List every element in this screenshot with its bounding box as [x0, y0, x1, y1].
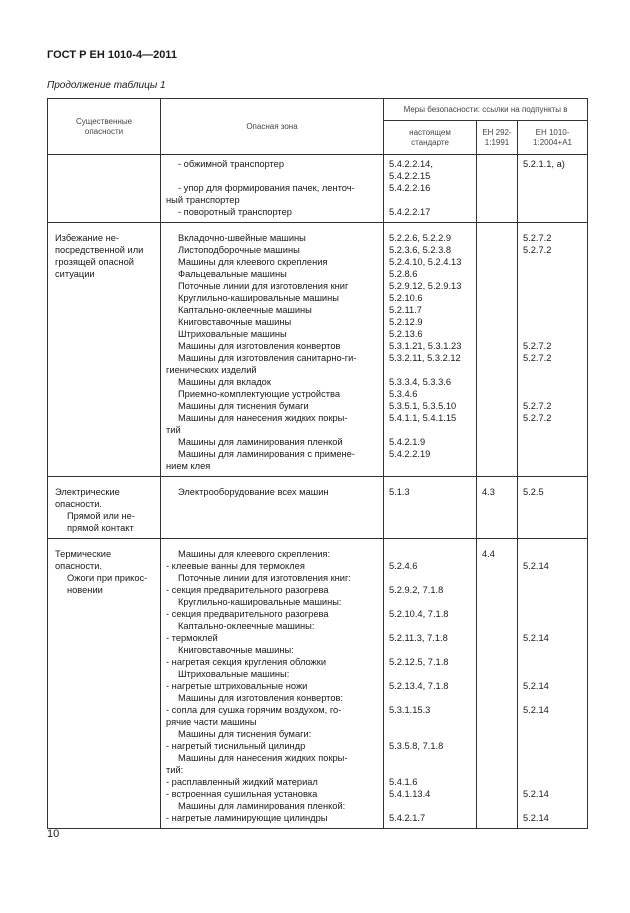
cell-line: 5.2.4.6 — [389, 561, 418, 571]
cell-line: 5.2.14 — [523, 561, 549, 571]
zone-cell — [161, 477, 384, 539]
cell-line: ный транспортер — [166, 195, 240, 205]
cell-line: рячие части машины — [166, 717, 257, 727]
cell-line: Поточные линии для изготовления книг — [178, 281, 349, 291]
en292-ref-cell — [477, 155, 518, 223]
cell-line: 5.2.9.2, 7.1.8 — [389, 585, 444, 595]
cell-line: Каптально-оклеечные машины: — [178, 621, 315, 631]
cell-line — [523, 292, 584, 304]
standard-ref-cell — [384, 539, 477, 829]
header-en292: ЕН 292-1:1991 — [477, 121, 518, 155]
cell-line: 5.4.2.2.16 — [389, 183, 431, 193]
zone-cell — [161, 155, 384, 223]
cell-line: - нагретый тиснильный цилиндр — [166, 741, 306, 751]
cell-line: Электрические — [55, 487, 120, 497]
page-number: 10 — [47, 828, 60, 840]
cell-line — [389, 620, 473, 632]
cell-line — [523, 644, 584, 656]
cell-line: 5.2.13.6 — [389, 329, 423, 339]
cell-line — [523, 740, 584, 752]
cell-line: Машины для тиснения бумаги: — [178, 729, 312, 739]
cell-line — [389, 364, 473, 376]
cell-line: - упор для формирования пачек, ленточ- — [178, 183, 355, 193]
zone-cell — [161, 539, 384, 829]
cell-line: 5.4.1.6 — [389, 777, 418, 787]
cell-line: 5.2.9.12, 5.2.9.13 — [389, 281, 462, 291]
cell-line: Приемно-комплектующие устройства — [178, 389, 341, 399]
cell-line: тий — [166, 425, 181, 435]
cell-line: 5.2.8.6 — [389, 269, 418, 279]
cell-line — [523, 800, 584, 812]
cell-line: 5.4.2.2.19 — [389, 449, 431, 459]
cell-line: - расплавленный жидкий материал — [166, 777, 318, 787]
cell-line: Штриховальные машины — [178, 329, 287, 339]
cell-line: Машины для изготовления конвертов — [178, 341, 341, 351]
cell-line — [523, 256, 584, 268]
cell-line: 5.4.2.1.7 — [389, 813, 426, 823]
cell-line — [523, 668, 584, 680]
cell-line — [523, 596, 584, 608]
cell-line — [523, 656, 584, 668]
cell-line: Машины для нанесения жидких покры- — [178, 413, 348, 423]
cell-line — [523, 280, 584, 292]
header-this-standard: настоящем стандарте — [384, 121, 477, 155]
standard-ref-cell — [384, 155, 477, 223]
cell-line — [389, 548, 473, 560]
en292-ref-cell — [477, 477, 518, 539]
cell-line: 5.2.2.6, 5.2.2.9 — [389, 233, 452, 243]
table-row — [48, 223, 588, 477]
cell-line — [389, 194, 473, 206]
cell-line — [523, 388, 584, 400]
cell-line: Штриховальные машины: — [178, 669, 290, 679]
cell-line — [389, 800, 473, 812]
cell-line: 5.2.13.4, 7.1.8 — [389, 681, 449, 691]
cell-line: Машины для нанесения жидких покры- — [178, 753, 348, 763]
cell-line: прямой контакт — [67, 523, 134, 533]
cell-line — [523, 376, 584, 388]
hazard-cell — [48, 155, 161, 223]
table-row — [48, 539, 588, 829]
cell-line: 5.2.7.2 — [523, 401, 552, 411]
standard-ref-cell — [384, 223, 477, 477]
cell-line — [523, 316, 584, 328]
cell-line — [523, 304, 584, 316]
cell-line: 5.1.3 — [389, 487, 410, 497]
cell-line: 5.3.5.8, 7.1.8 — [389, 741, 444, 751]
table-caption: Продолжение таблицы 1 — [47, 80, 166, 91]
cell-line: 5.2.3.6, 5.2.3.8 — [389, 245, 452, 255]
standard-ref-cell — [384, 477, 477, 539]
cell-line — [523, 364, 584, 376]
cell-line: грозящей опасной — [55, 257, 134, 267]
cell-line: гиенических изделий — [166, 365, 257, 375]
cell-line: 5.2.10.4, 7.1.8 — [389, 609, 449, 619]
cell-line: Поточные линии для изготовления книг: — [178, 573, 351, 583]
cell-line — [523, 764, 584, 776]
cell-line: - встроенная сушильная установка — [166, 789, 318, 799]
cell-line: 5.2.11.3, 7.1.8 — [389, 633, 448, 643]
cell-line: Машины для ламинирования пленкой: — [178, 801, 346, 811]
cell-line — [166, 170, 379, 182]
cell-line: 5.2.12.5, 7.1.8 — [389, 657, 449, 667]
cell-line: Машины для ламинирования пленкой — [178, 437, 343, 447]
cell-line: 5.3.1.21, 5.3.1.23 — [389, 341, 462, 351]
cell-line: 5.4.2.2.14, — [389, 159, 433, 169]
table-row — [48, 477, 588, 539]
document-header: ГОСТ Р ЕН 1010-4—2011 — [47, 49, 177, 61]
cell-line: 5.2.14 — [523, 705, 549, 715]
cell-line: 5.2.7.2 — [523, 245, 552, 255]
cell-line: 5.3.3.4, 5.3.3.6 — [389, 377, 452, 387]
cell-line: - нагретая секция кругления обложки — [166, 657, 327, 667]
cell-line: Машины для вкладок — [178, 377, 271, 387]
cell-line: Электрооборудование всех машин — [178, 487, 329, 497]
cell-line — [523, 608, 584, 620]
cell-line — [523, 776, 584, 788]
cell-line: 5.2.14 — [523, 813, 549, 823]
cell-line: 5.2.10.6 — [389, 293, 423, 303]
cell-line — [523, 328, 584, 340]
header-zone: Опасная зона — [161, 99, 384, 155]
cell-line — [523, 728, 584, 740]
cell-line: 5.2.7.2 — [523, 413, 552, 423]
cell-line: - клеевые ванны для термоклея — [166, 561, 305, 571]
cell-line: - нагретые штриховальные ножи — [166, 681, 308, 691]
cell-line — [389, 716, 473, 728]
cell-line: Фальцевальные машины — [178, 269, 287, 279]
cell-line: опасности. — [55, 499, 103, 509]
en1010-ref-cell — [518, 477, 588, 539]
en1010-ref-cell — [518, 223, 588, 477]
cell-line: 4.4 — [482, 549, 495, 559]
cell-line: Круглильно-кашировальные машины — [178, 293, 339, 303]
cell-line: 5.4.2.2.17 — [389, 207, 431, 217]
cell-line: ситуации — [55, 269, 95, 279]
cell-line: - поворотный транспортер — [178, 207, 292, 217]
cell-line: Машины для ламинирования с примене- — [178, 449, 355, 459]
table-body — [48, 155, 588, 829]
cell-line: 5.4.1.1, 5.4.1.15 — [389, 413, 457, 423]
cell-line: 5.2.7.2 — [523, 353, 552, 363]
cell-line — [389, 752, 473, 764]
table-row — [48, 155, 588, 223]
cell-line: Машины для изготовления санитарно-ги- — [178, 353, 357, 363]
cell-line: Ожоги при прикос- — [67, 573, 148, 583]
cell-line: Круглильно-кашировальные машины: — [178, 597, 342, 607]
cell-line: 5.2.7.2 — [523, 233, 552, 243]
cell-line: Листоподборочные машины — [178, 245, 300, 255]
cell-line: Каптально-оклеечные машины — [178, 305, 312, 315]
cell-line — [389, 460, 473, 472]
cell-line — [389, 424, 473, 436]
cell-line: 5.2.14 — [523, 789, 549, 799]
cell-line: - секция предварительного разогрева — [166, 609, 329, 619]
en1010-ref-cell — [518, 155, 588, 223]
cell-line: Книговставочные машины: — [178, 645, 294, 655]
hazard-cell — [48, 223, 161, 477]
cell-line — [523, 548, 584, 560]
cell-line: 5.2.7.2 — [523, 341, 552, 351]
cell-line: 5.3.4.6 — [389, 389, 418, 399]
cell-line: Термические — [55, 549, 112, 559]
safety-table — [47, 98, 588, 829]
cell-line — [523, 268, 584, 280]
cell-line: 5.2.14 — [523, 681, 549, 691]
cell-line: - секция предварительного разогрева — [166, 585, 329, 595]
cell-line: 5.3.2.11, 5.3.2.12 — [389, 353, 461, 363]
cell-line — [523, 584, 584, 596]
cell-line: 5.2.12.9 — [389, 317, 423, 327]
header-en1010: ЕН 1010-1:2004+А1 — [518, 121, 588, 155]
cell-line: Прямой или не- — [67, 511, 135, 521]
cell-line — [523, 716, 584, 728]
cell-line: 5.2.4.10, 5.2.4.13 — [389, 257, 462, 267]
cell-line: опасности. — [55, 561, 103, 571]
header-measures: Меры безопасности: ссылки на подпункты в — [384, 99, 588, 121]
cell-line: Машины для клеевого скрепления — [178, 257, 328, 267]
cell-line: 5.3.5.1, 5.3.5.10 — [389, 401, 457, 411]
cell-line — [523, 752, 584, 764]
cell-line: 5.4.2.1.9 — [389, 437, 426, 447]
cell-line: - нагретые ламинирующие цилиндры — [166, 813, 328, 823]
cell-line: Машины для изготовления конвертов: — [178, 693, 344, 703]
cell-line: Машины для клеевого скрепления: — [178, 549, 331, 559]
cell-line: новении — [67, 585, 103, 595]
cell-line: 5.2.5 — [523, 487, 544, 497]
cell-line: 5.4.1.13.4 — [389, 789, 431, 799]
en1010-ref-cell — [518, 539, 588, 829]
cell-line: 4.3 — [482, 487, 495, 497]
cell-line — [523, 572, 584, 584]
cell-line: 5.2.1.1, а) — [523, 159, 565, 169]
cell-line — [523, 620, 584, 632]
cell-line: 5.2.11.7 — [389, 305, 422, 315]
cell-line — [389, 644, 473, 656]
hazard-cell — [48, 477, 161, 539]
cell-line — [389, 692, 473, 704]
cell-line: 5.4.2.2.15 — [389, 171, 431, 181]
cell-line: Машины для тиснения бумаги — [178, 401, 309, 411]
cell-line: тий: — [166, 765, 184, 775]
cell-line: - обжимной транспортер — [178, 159, 285, 169]
cell-line — [389, 764, 473, 776]
cell-line — [389, 668, 473, 680]
cell-line: - термоклей — [166, 633, 218, 643]
cell-line — [389, 572, 473, 584]
cell-line: Избежание не- — [55, 233, 119, 243]
cell-line — [523, 692, 584, 704]
zone-cell — [161, 223, 384, 477]
cell-line: посредственной или — [55, 245, 144, 255]
header-hazard: Существенные опасности — [48, 99, 161, 155]
hazard-cell — [48, 539, 161, 829]
en292-ref-cell — [477, 539, 518, 829]
cell-line — [389, 728, 473, 740]
cell-line: Книговставочные машины — [178, 317, 292, 327]
cell-line — [389, 596, 473, 608]
cell-line: нием клея — [166, 461, 211, 471]
cell-line: - сопла для сушка горячим воздухом, го- — [166, 705, 342, 715]
cell-line: 5.3.1.15.3 — [389, 705, 431, 715]
cell-line: 5.2.14 — [523, 633, 549, 643]
cell-line: Вкладочно-швейные машины — [178, 233, 306, 243]
en292-ref-cell — [477, 223, 518, 477]
